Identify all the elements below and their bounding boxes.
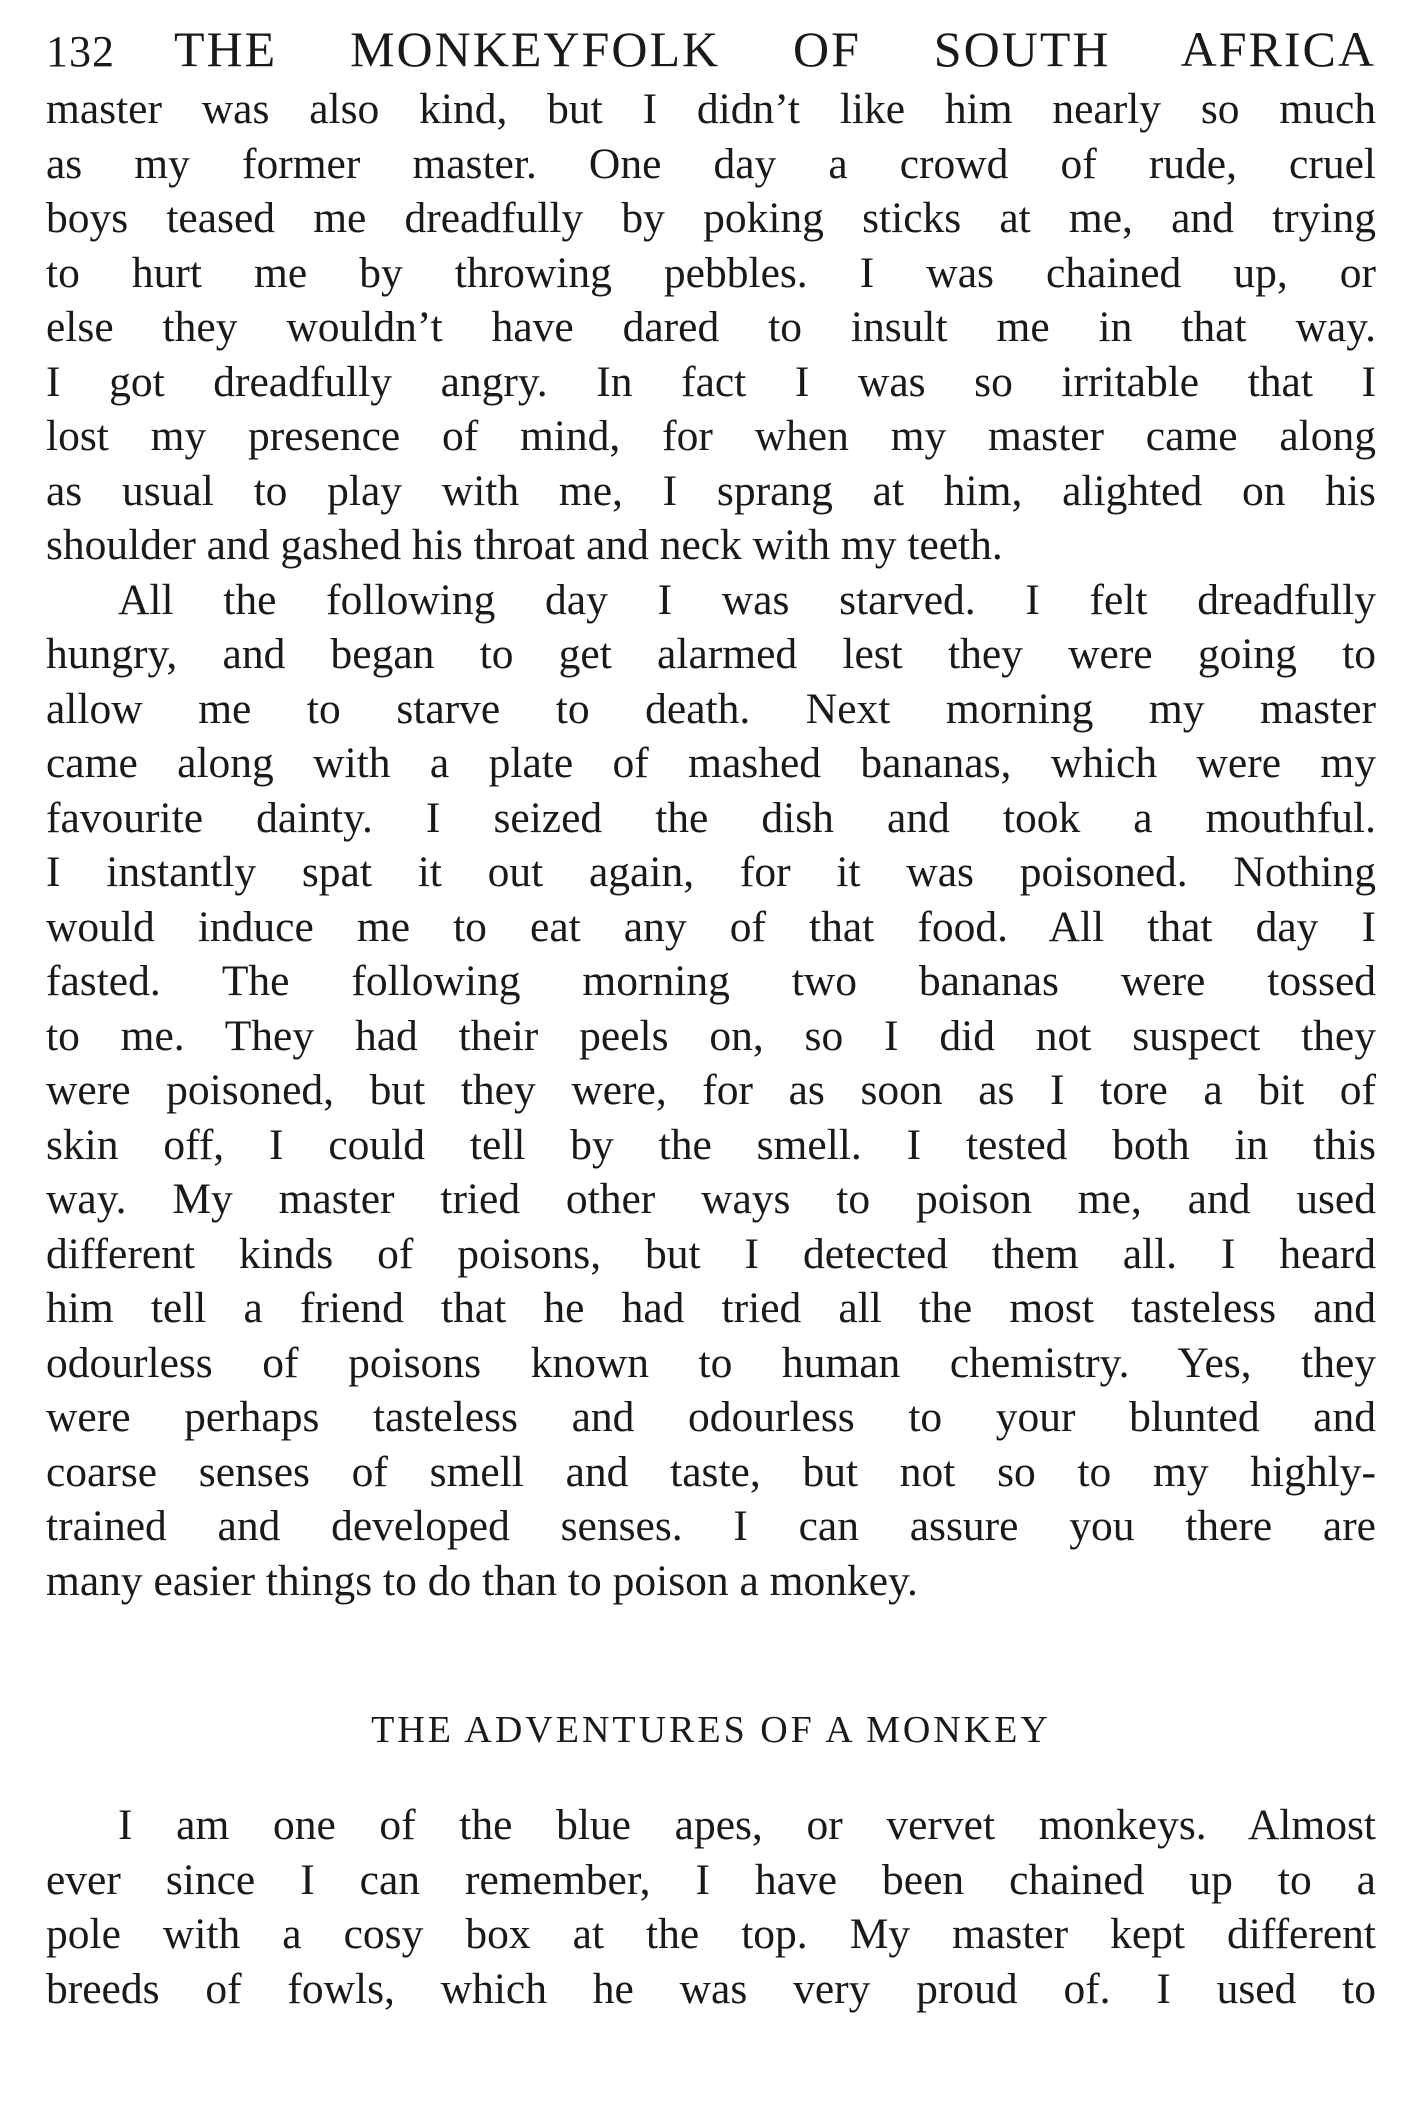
text-line: coarse senses of smell and taste, but not so to my highly-: [46, 1447, 1376, 1496]
text-line: different kinds of poisons, but I detected them all. I heard: [46, 1229, 1376, 1278]
paragraph-adventures: [46, 1798, 1376, 2016]
text-line: breeds of fowls, which he was very proud of. I used to: [46, 1964, 1376, 2013]
text-line: master was also kind, but I didn’t like him nearly so much: [46, 85, 1376, 133]
text-line: hungry, and began to get alarmed lest they were going to: [46, 630, 1376, 678]
text-line: I instantly spat it out again, for it was poisoned. Nothing: [46, 848, 1376, 896]
text-line: allow me to starve to death. Next morning my master: [46, 684, 1376, 733]
running-head: [46, 20, 1376, 82]
text-line: many easier things to do than to poison a monkey.: [46, 1556, 918, 1605]
text-line: odourless of poisons known to human chemistry. Yes, they: [46, 1338, 1376, 1387]
paragraph-starved: [46, 573, 1376, 1609]
text-line: came along with a plate of mashed bananas, which were my: [46, 739, 1376, 787]
text-line: would induce me to eat any of that food. All that day I: [46, 902, 1376, 951]
text-line: trained and developed senses. I can assure you there are: [46, 1502, 1376, 1550]
text-line: ever since I can remember, I have been chained up to a: [46, 1855, 1376, 1904]
text-line: All the following day I was starved. I felt dreadfully: [118, 575, 1376, 624]
text-line: skin off, I could tell by the smell. I tested both in this: [46, 1120, 1376, 1169]
text-line: pole with a cosy box at the top. My master kept different: [46, 1910, 1376, 1958]
text-line: as usual to play with me, I sprang at him, alighted on his: [46, 466, 1376, 515]
text-line: way. My master tried other ways to poison me, and used: [46, 1175, 1376, 1223]
running-title: THE MONKEYFOLK OF SOUTH AFRICA: [174, 21, 1376, 77]
text-line: else they wouldn’t have dared to insult me in that way.: [46, 303, 1376, 351]
section-heading: THE ADVENTURES OF A MONKEY: [371, 1709, 1051, 1751]
text-line: shoulder and gashed his throat and neck with my teeth.: [46, 521, 1003, 569]
paragraph-continued: [46, 82, 1376, 573]
text-line: as my former master. One day a crowd of rude, cruel: [46, 139, 1376, 188]
text-line: favourite dainty. I seized the dish and took a mouthful.: [46, 793, 1376, 842]
text-line: him tell a friend that he had tried all the most tasteless and: [46, 1284, 1376, 1332]
text-line: I got dreadfully angry. In fact I was so irritable that I: [46, 357, 1376, 406]
text-line: I am one of the blue apes, or vervet monkeys. Almost: [118, 1801, 1376, 1849]
text-line: to me. They had their peels on, so I did not suspect they: [46, 1011, 1376, 1060]
book-page: [46, 20, 1376, 2016]
page-number: 132: [46, 27, 115, 76]
text-line: to hurt me by throwing pebbles. I was chained up, or: [46, 248, 1376, 297]
text-line: lost my presence of mind, for when my master came along: [46, 412, 1376, 460]
text-line: were perhaps tasteless and odourless to your blunted and: [46, 1393, 1376, 1441]
text-line: were poisoned, but they were, for as soon as I tore a bit of: [46, 1066, 1376, 1114]
text-line: fasted. The following morning two bananas were tossed: [46, 957, 1376, 1005]
text-line: boys teased me dreadfully by poking sticks at me, and trying: [46, 194, 1376, 242]
